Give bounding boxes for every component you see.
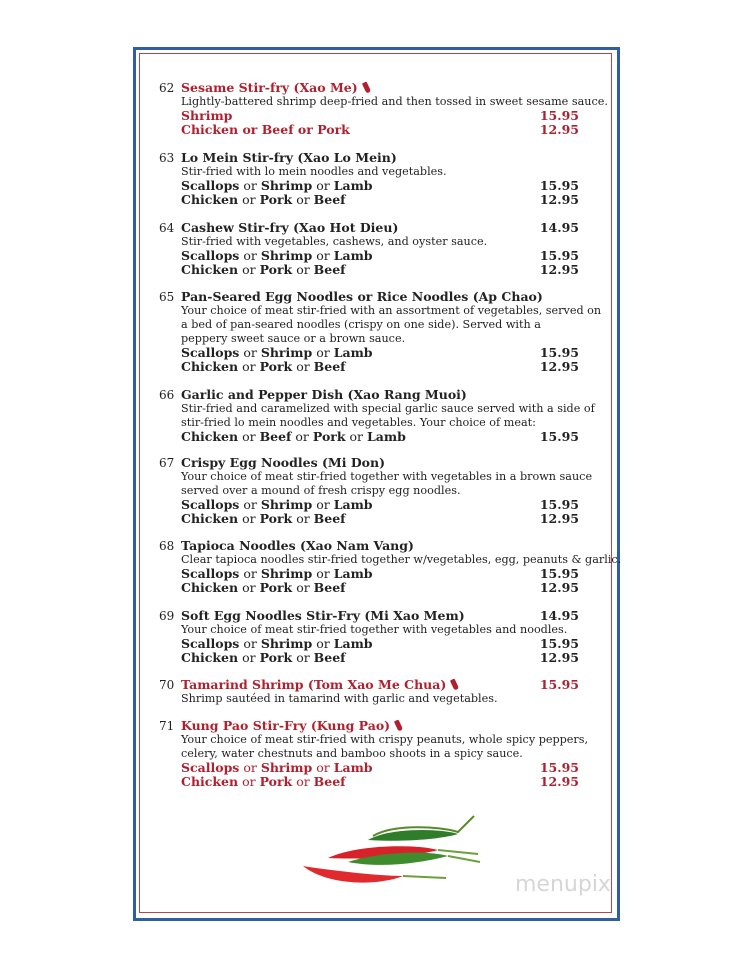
menu-item [159, 455, 593, 526]
option-protein: Shrimp [260, 248, 313, 263]
option-separator: or [238, 511, 260, 526]
item-description-line [159, 165, 579, 179]
option-protein: Pork [259, 192, 293, 207]
option-protein: Lamb [333, 178, 373, 193]
item-number: 67 [159, 456, 175, 470]
item-number: 66 [159, 388, 175, 402]
item-option [159, 651, 579, 665]
option-label [181, 263, 346, 277]
item-description: Your choice of meat stir-fried together with vegetables in a brown sauce [181, 470, 593, 483]
option-separator: or [345, 429, 367, 444]
option-label [181, 581, 346, 595]
item-description: Stir-fried with vegetables, cashews, and oyster sauce. [181, 235, 488, 248]
option-protein: Beef [313, 359, 346, 374]
item-option [159, 360, 579, 374]
item-description: Your choice of meat stir-fried with crispy peanuts, whole spicy peppers, [181, 733, 589, 746]
option-protein: Chicken [181, 192, 239, 207]
option-protein: Scallops [181, 566, 240, 581]
option-protein: Beef [313, 774, 346, 789]
item-title [181, 290, 543, 304]
option-label [181, 109, 232, 123]
option-separator: or [238, 192, 260, 207]
chili-peppers-image [298, 810, 488, 890]
option-protein: Lamb [333, 636, 373, 651]
item-price: 15.95 [539, 677, 579, 692]
option-protein: Beef [313, 511, 346, 526]
option-separator: or [312, 566, 334, 581]
option-protein: Chicken [181, 774, 239, 789]
item-title [181, 678, 457, 692]
menu-item [159, 221, 579, 277]
option-separator: or [292, 511, 314, 526]
option-separator: or [239, 248, 261, 263]
item-description: peppery sweet sauce or a brown sauce. [181, 332, 406, 345]
option-label [181, 179, 373, 193]
chili-pepper-icon [450, 678, 459, 690]
item-option [159, 430, 579, 444]
item-description-line [159, 235, 579, 249]
option-protein: Chicken [181, 580, 239, 595]
item-description-line [159, 318, 579, 332]
item-description: served over a mound of fresh crispy egg noodles. [181, 484, 461, 497]
option-protein: Chicken [181, 262, 239, 277]
option-protein: Scallops [181, 497, 240, 512]
option-price: 12.95 [539, 122, 579, 137]
item-option [159, 109, 579, 123]
item-description-line [159, 416, 579, 430]
option-protein: Shrimp [260, 345, 313, 360]
item-title-text: Sesame Stir-fry (Xao Me) [181, 80, 358, 95]
item-number: 70 [159, 678, 175, 692]
item-option [159, 581, 579, 595]
item-title-text: Kung Pao Stir-Fry (Kung Pao) [181, 718, 391, 733]
option-price: 15.95 [539, 497, 579, 512]
item-number: 63 [159, 151, 175, 165]
chili-pepper-icon [394, 719, 403, 731]
option-protein: Pork [259, 580, 293, 595]
option-separator: or [239, 760, 261, 775]
option-protein: Scallops [181, 345, 240, 360]
option-label [181, 249, 373, 263]
item-title-text: Lo Mein Stir-fry (Xao Lo Mein) [181, 150, 397, 165]
item-description-line [159, 484, 579, 498]
item-title [181, 81, 369, 95]
item-number: 71 [159, 719, 175, 733]
item-option [159, 498, 579, 512]
item-description: Clear tapioca noodles stir-fried together w/vegetables, egg, peanuts & garlic. [181, 553, 622, 566]
option-price: 15.95 [539, 108, 579, 123]
option-price: 12.95 [539, 262, 579, 277]
chili-pepper-icon [362, 81, 371, 93]
option-protein: Lamb [333, 345, 373, 360]
item-title-text: Soft Egg Noodles Stir-Fry (Mi Xao Mem) [181, 608, 465, 623]
option-protein: Pork [259, 359, 293, 374]
item-title [181, 151, 397, 165]
option-protein: Shrimp [260, 566, 313, 581]
item-option [159, 346, 579, 360]
option-protein: Shrimp [260, 760, 313, 775]
option-price: 12.95 [539, 650, 579, 665]
item-number: 62 [159, 81, 175, 95]
option-separator: or [239, 497, 261, 512]
option-label [181, 512, 346, 526]
item-title [181, 456, 385, 470]
option-separator: or [238, 262, 260, 277]
option-label [181, 498, 373, 512]
option-label [181, 651, 346, 665]
option-protein: Scallops [181, 178, 240, 193]
menu-item [159, 609, 579, 665]
item-description: Lightly-battered shrimp deep-fried and then tossed in sweet sesame sauce. [181, 95, 608, 108]
item-description: Your choice of meat stir-fried together with vegetables and noodles. [181, 623, 568, 636]
item-title-text: Pan-Seared Egg Noodles or Rice Noodles (Ap Chao) [181, 289, 543, 304]
option-separator: or [312, 636, 334, 651]
item-title [181, 388, 467, 402]
option-separator: or [239, 345, 261, 360]
option-protein: Chicken [181, 511, 239, 526]
option-label [181, 360, 346, 374]
menu-item [159, 151, 579, 207]
option-separator: or [312, 248, 334, 263]
item-title-text: Cashew Stir-fry (Xao Hot Dieu) [181, 220, 399, 235]
option-protein: Beef [259, 429, 292, 444]
item-title [181, 539, 414, 553]
option-separator: or [292, 650, 314, 665]
item-option [159, 761, 579, 775]
option-protein: Chicken [181, 359, 239, 374]
option-separator: or [239, 566, 261, 581]
item-description: Stir-fried with lo mein noodles and vegetables. [181, 165, 447, 178]
item-option [159, 249, 579, 263]
item-description-line [159, 95, 608, 109]
option-separator: or [312, 760, 334, 775]
option-separator: or [292, 192, 314, 207]
option-protein: Chicken [181, 429, 239, 444]
item-number: 64 [159, 221, 175, 235]
option-protein: Scallops [181, 760, 240, 775]
option-separator: or [239, 178, 261, 193]
item-title-line [159, 388, 579, 402]
item-title-line [159, 539, 579, 553]
item-description-line [159, 304, 602, 318]
item-description: Shrimp sautéed in tamarind with garlic and vegetables. [181, 692, 498, 705]
item-title-line [159, 456, 579, 470]
option-price: 15.95 [539, 248, 579, 263]
item-title-line [159, 221, 579, 235]
item-option [159, 193, 579, 207]
item-title [181, 609, 465, 623]
item-title-line [159, 290, 579, 304]
option-protein: Lamb [333, 760, 373, 775]
option-separator: or [292, 774, 314, 789]
option-label [181, 775, 346, 789]
item-title-line [159, 678, 579, 692]
item-title-text: Tapioca Noodles (Xao Nam Vang) [181, 538, 414, 553]
option-protein: Shrimp [260, 497, 313, 512]
option-protein: Scallops [181, 636, 240, 651]
option-label [181, 346, 373, 360]
option-protein: Lamb [366, 429, 406, 444]
option-label [181, 123, 350, 137]
item-title-line [159, 719, 579, 733]
item-description-line [159, 623, 579, 637]
item-option [159, 179, 579, 193]
option-separator: or [238, 580, 260, 595]
option-separator: or [238, 429, 260, 444]
option-price: 12.95 [539, 774, 579, 789]
option-label [181, 637, 373, 651]
menu-item [159, 538, 622, 595]
option-price: 12.95 [539, 359, 579, 374]
option-separator: or [238, 359, 260, 374]
option-protein: Lamb [333, 497, 373, 512]
menu-item [159, 678, 579, 706]
option-protein: Shrimp [260, 636, 313, 651]
option-protein: Pork [259, 262, 293, 277]
item-number: 68 [159, 539, 175, 553]
option-separator: or [312, 497, 334, 512]
option-label [181, 761, 373, 775]
item-description-line [159, 747, 579, 761]
option-separator: or [292, 262, 314, 277]
item-description: Your choice of meat stir-fried with an assortment of vegetables, served on [181, 304, 602, 317]
option-protein: Lamb [333, 248, 373, 263]
option-label [181, 193, 346, 207]
option-price: 15.95 [539, 566, 579, 581]
item-option [159, 123, 579, 137]
item-title-text: Garlic and Pepper Dish (Xao Rang Muoi) [181, 387, 467, 402]
option-protein: Beef [313, 192, 346, 207]
option-separator: or [239, 636, 261, 651]
option-separator: or [312, 345, 334, 360]
item-title [181, 221, 398, 235]
option-protein: Shrimp [181, 108, 233, 123]
item-description-line [159, 332, 579, 346]
option-separator: or [312, 178, 334, 193]
item-description-line [159, 402, 595, 416]
option-protein: Pork [259, 774, 293, 789]
item-option [159, 637, 579, 651]
item-title-line [159, 81, 579, 95]
item-description-line [159, 553, 622, 567]
menu-item [159, 718, 589, 789]
option-price: 12.95 [539, 511, 579, 526]
option-price: 15.95 [539, 345, 579, 360]
option-separator: or [238, 650, 260, 665]
option-label [181, 430, 406, 444]
option-separator: or [292, 580, 314, 595]
option-price: 12.95 [539, 192, 579, 207]
item-title-text: Tamarind Shrimp (Tom Xao Me Chua) [181, 677, 447, 692]
option-protein: Chicken or Beef or Pork [181, 122, 350, 137]
option-protein: Beef [313, 650, 346, 665]
menu-item [159, 80, 608, 137]
option-price: 12.95 [539, 580, 579, 595]
item-description-line [159, 692, 579, 706]
item-title-line [159, 151, 579, 165]
item-description-line [159, 733, 589, 747]
item-description: stir-fried lo mein noodles and vegetables. Your choice of meat: [181, 416, 536, 429]
item-description-line [159, 470, 593, 484]
option-price: 15.95 [539, 636, 579, 651]
item-number: 69 [159, 609, 175, 623]
item-price: 14.95 [539, 608, 579, 623]
item-title-line [159, 609, 579, 623]
item-number: 65 [159, 290, 175, 304]
item-title-text: Crispy Egg Noodles (Mi Don) [181, 455, 385, 470]
option-protein: Scallops [181, 248, 240, 263]
option-price: 15.95 [539, 760, 579, 775]
item-option [159, 775, 579, 789]
option-price: 15.95 [539, 178, 579, 193]
option-label [181, 567, 373, 581]
menu-item [159, 289, 602, 374]
item-description: a bed of pan-seared noodles (crispy on one side). Served with a [181, 318, 541, 331]
option-separator: or [292, 359, 314, 374]
option-price: 15.95 [539, 429, 579, 444]
item-option [159, 567, 579, 581]
option-protein: Shrimp [260, 178, 313, 193]
option-protein: Lamb [333, 566, 373, 581]
item-description: Stir-fried and caramelized with special garlic sauce served with a side of [181, 402, 595, 415]
item-price: 14.95 [539, 220, 579, 235]
option-separator: or [238, 774, 260, 789]
option-protein: Pork [312, 429, 346, 444]
option-protein: Beef [313, 580, 346, 595]
item-option [159, 263, 579, 277]
option-separator: or [291, 429, 313, 444]
option-protein: Pork [259, 650, 293, 665]
option-protein: Pork [259, 511, 293, 526]
menupix-watermark: menupix [515, 872, 611, 897]
option-protein: Chicken [181, 650, 239, 665]
item-option [159, 512, 579, 526]
item-title [181, 719, 401, 733]
menu-item [159, 387, 595, 444]
option-protein: Beef [313, 262, 346, 277]
item-description: celery, water chestnuts and bamboo shoots in a spicy sauce. [181, 747, 523, 760]
